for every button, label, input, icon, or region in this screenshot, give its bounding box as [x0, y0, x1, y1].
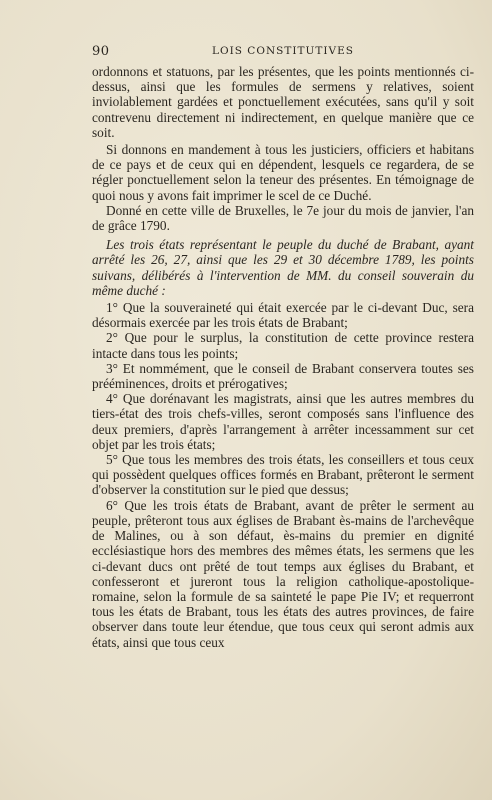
list-item: 5° Que tous les membres des trois états, les conseillers et tous ceux qui possèdent quelques offices formés en Brabant, prêteront le serment d'observer la constitution sur le pied que dessus; [92, 452, 474, 498]
page-header [92, 44, 474, 62]
paragraph: Si donnons en mandement à tous les justiciers, officiers et habitans de ce pays et de ceux qui en dépendent, lesquels ce regardera, de se régler ponctuellement selon la teneur des présentes. En témoignage de quoi nous y avons fait imprimer le scel de ce Duché. [92, 142, 474, 203]
running-title: LOIS CONSTITUTIVES [212, 45, 354, 57]
list-item: 1° Que la souveraineté qui était exercée par le ci-devant Duc, sera désormais exercée par les trois états de Brabant; [92, 300, 474, 331]
list-item: 4° Que dorénavant les magistrats, ainsi que les autres membres du tiers-état des trois chefs-villes, seront composés sans l'influence des deux premiers, d'après l'arrangement à arrêter incessamment sur cet objet par les trois états; [92, 391, 474, 452]
list-item: 3° Et nommément, que le conseil de Brabant conservera toutes ses prééminences, droits et prérogatives; [92, 360, 474, 392]
list-item: 2° Que pour le surplus, la constitution de cette province restera intacte dans tous les points; [92, 330, 474, 361]
list-item: 6° Que les trois états de Brabant, avant de prêter le serment au peuple, prêteront tous aux églises de Brabant ès-mains de l'archevêque de Malines, ou à son défaut, ès-mains du premier en dignité ecclésiastique hors des membres des mêmes états, les sermens que les ci-devant ducs ont prêté de tout temps aux églises du Brabant, et confesseront et jureront tous la religion catholique-apostolique-romaine, selon la formule de sa sainteté le pape Pie IV; et requerront tous les états de Brabant, tous les états des autres provinces, de faire observer dans toute leur étendue, que tous ceux qui seront admis aux états, ainsi que tous ceux [92, 497, 474, 650]
body-text [92, 64, 474, 650]
italic-preamble: Les trois états représentant le peuple du duché de Brabant, ayant arrêté les 26, 27, ainsi que les 29 et 30 décembre 1789, les points suivans, délibérés à l'intervention de MM. du conseil souverain du même duché : [92, 237, 474, 298]
paragraph: ordonnons et statuons, par les présentes, que les points mentionnés ci-dessus, ainsi que les formules de sermens y relatives, soient inviolablement gardées et ponctuellement exécutées, sans qu'il y soit contrevenu directement ni indirectement, en quelque manière que ce soit. [92, 64, 474, 140]
page-number: 90 [92, 44, 110, 59]
paragraph: Donné en cette ville de Bruxelles, le 7e jour du mois de janvier, l'an de grâce 1790. [92, 202, 474, 234]
